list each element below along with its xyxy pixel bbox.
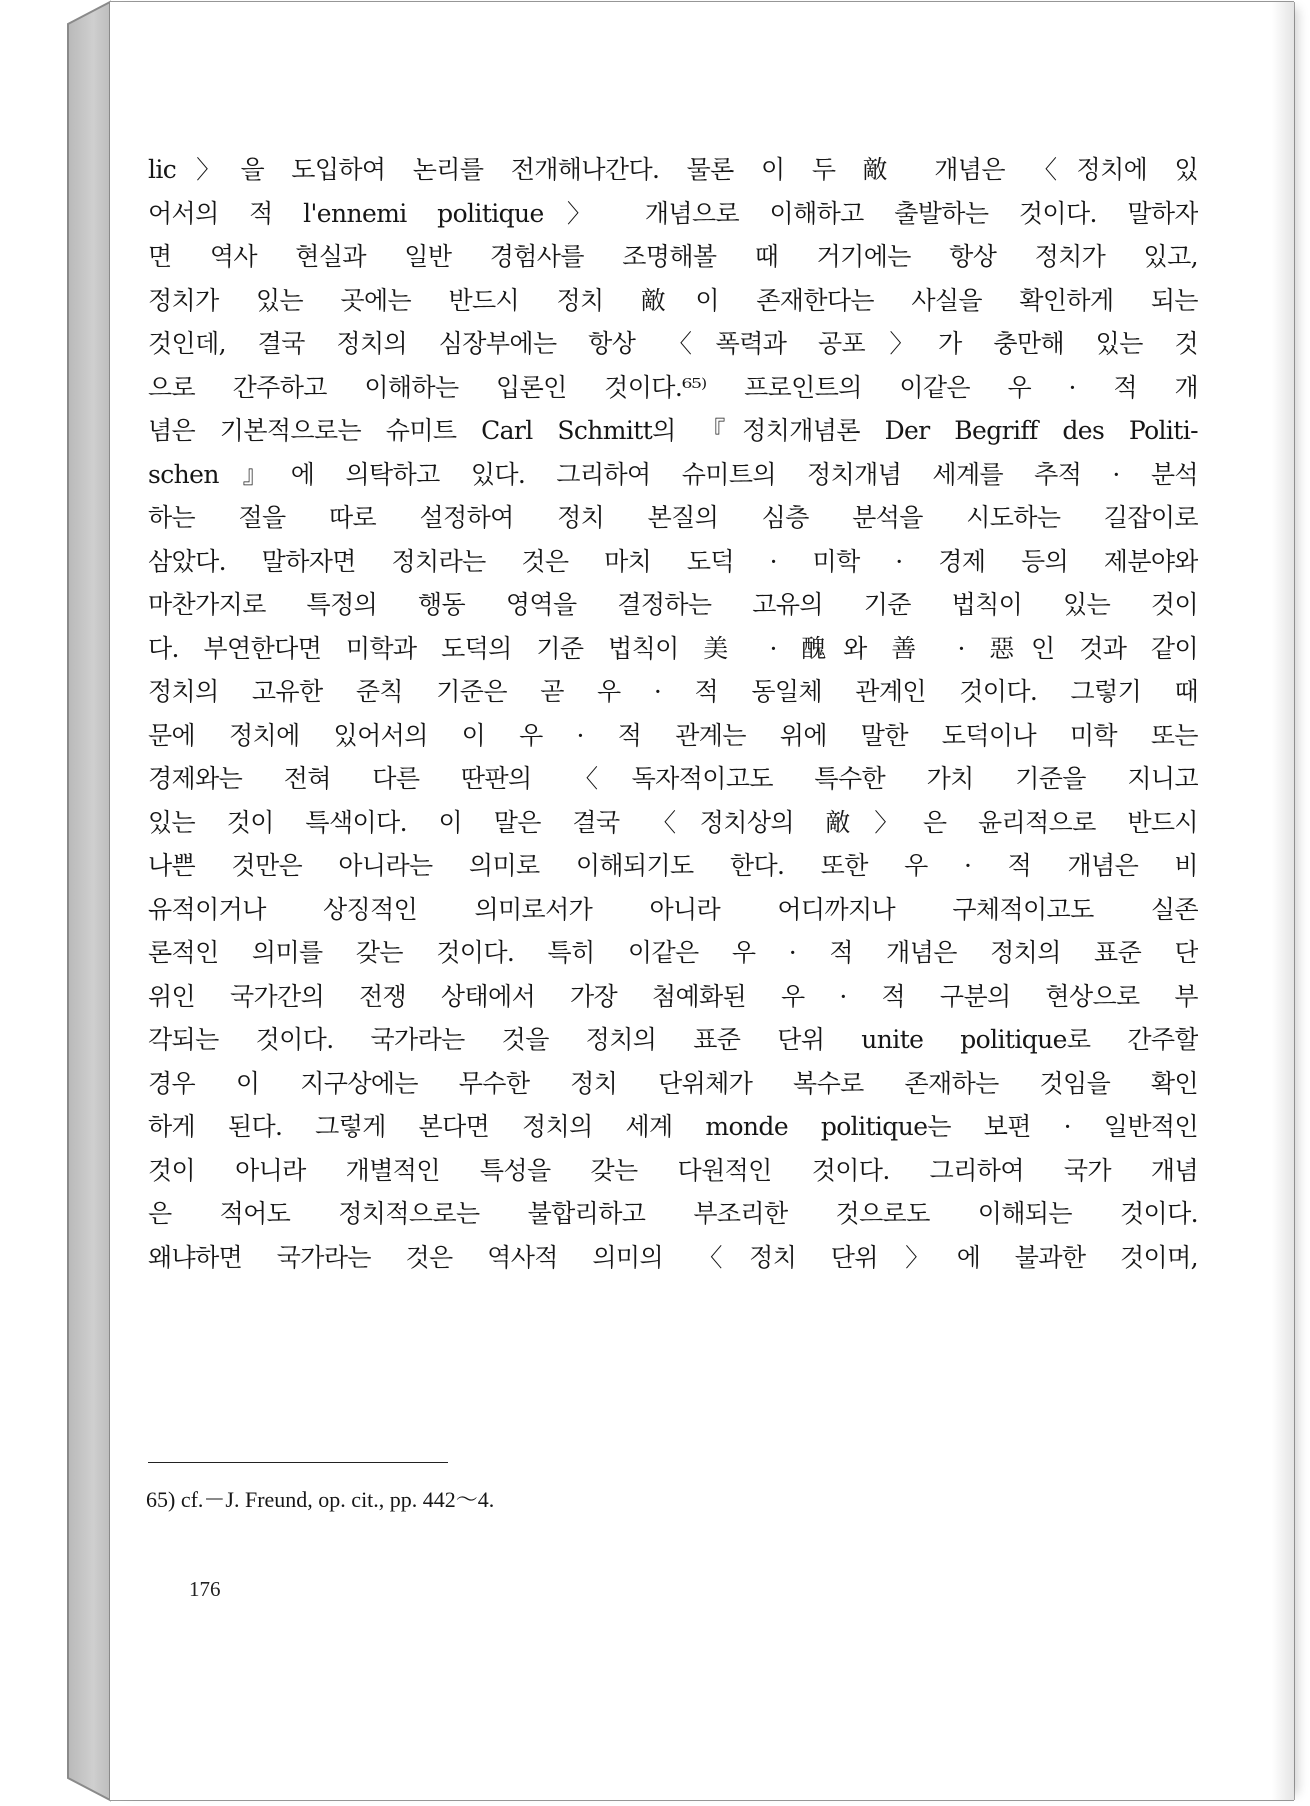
text-line: 위인 국가간의 전쟁 상태에서 가장 첨예화된 우 · 적 구분의 현상으로 부	[148, 981, 1198, 1011]
text-line: 경제와는 전혀 다른 딴판의 〈독자적이고도 특수한 가치 기준을 지니고	[148, 764, 1198, 793]
text-line: 론적인 의미를 갖는 것이다. 특히 이같은 우 · 적 개념은 정치의 표준 단	[148, 938, 1198, 967]
text-line: 문에 정치에 있어서의 이 우 · 적 관계는 위에 말한 도덕이나 미학 또는	[148, 720, 1198, 750]
page-edge-shadow	[1272, 2, 1294, 1800]
text-line: 다. 부연한다면 미학과 도덕의 기준 법칙이 美 · 醜와 善 · 惡인 것과 같이	[148, 633, 1198, 663]
text-line: lic〉을 도입하여 논리를 전개해나간다. 물론 이 두 敵 개념은 〈정치에 있	[148, 155, 1198, 184]
text-line: 마찬가지로 특정의 행동 영역을 결정하는 고유의 기준 법칙이 있는 것이	[148, 590, 1198, 619]
text-line: 왜냐하면 국가라는 것은 역사적 의미의 〈정치 단위〉에 불과한 것이며,	[148, 1242, 1198, 1272]
text-line: 나쁜 것만은 아니라는 의미로 이해되기도 한다. 또한 우 · 적 개념은 비	[148, 851, 1198, 880]
text-line: 것인데, 결국 정치의 심장부에는 항상 〈폭력과 공포〉가 충만해 있는 것	[148, 329, 1198, 358]
text-line: 있는 것이 특색이다. 이 말은 결국 〈정치상의 敵〉은 윤리적으로 반드시	[148, 807, 1198, 837]
text-line: 면 역사 현실과 일반 경험사를 조명해볼 때 거기에는 항상 정치가 있고,	[148, 242, 1198, 271]
text-line: 은 적어도 정치적으로는 불합리하고 부조리한 것으로도 이해되는 것이다.	[148, 1199, 1198, 1228]
text-line: 경우 이 지구상에는 무수한 정치 단위체가 복수로 존재하는 것임을 확인	[148, 1068, 1198, 1098]
text-line: 것이 아니라 개별적인 특성을 갖는 다원적인 것이다. 그리하여 국가 개념	[148, 1155, 1198, 1185]
text-line: 삼았다. 말하자면 정치라는 것은 마치 도덕 · 미학 · 경제 등의 제분야와	[148, 546, 1198, 576]
page-number: 176	[189, 1577, 221, 1601]
footnote: 65) cf.－J. Freund, op. cit., pp. 442～4.	[146, 1487, 495, 1512]
text-line: 각되는 것이다. 국가라는 것을 정치의 표준 단위 unite politique로 간주할	[148, 1025, 1198, 1054]
text-line: 하는 절을 따로 설정하여 정치 본질의 심층 분석을 시도하는 길잡이로	[148, 503, 1198, 532]
text-line: 유적이거나 상징적인 의미로서가 아니라 어디까지나 구체적이고도 실존	[148, 894, 1198, 924]
text-line: 하게 된다. 그렇게 본다면 정치의 세계 monde politique는 보편 · 일반적인	[148, 1112, 1198, 1141]
text-line: 정치의 고유한 준칙 기준은 곧 우 · 적 동일체 관계인 것이다. 그렇기 때	[148, 677, 1198, 706]
text-line: 정치가 있는 곳에는 반드시 정치 敵이 존재한다는 사실을 확인하게 되는	[148, 285, 1198, 315]
text-line: 념은 기본적으로는 슈미트 Carl Schmitt의 『정치개념론 Der Begriff des Politi-	[148, 416, 1198, 445]
body-text	[148, 148, 1198, 1279]
text-line: 어서의 적 l'ennemi politique〉 개념으로 이해하고 출발하는 것이다. 말하자	[148, 198, 1198, 228]
footnote-divider	[148, 1462, 448, 1463]
text-line: 으로 간주하고 이해하는 입론인 것이다.⁶⁵⁾ 프로인트의 이같은 우 · 적 개	[148, 372, 1198, 402]
text-line: schen』에 의탁하고 있다. 그리하여 슈미트의 정치개념 세계를 추적 · 분석	[148, 459, 1198, 489]
